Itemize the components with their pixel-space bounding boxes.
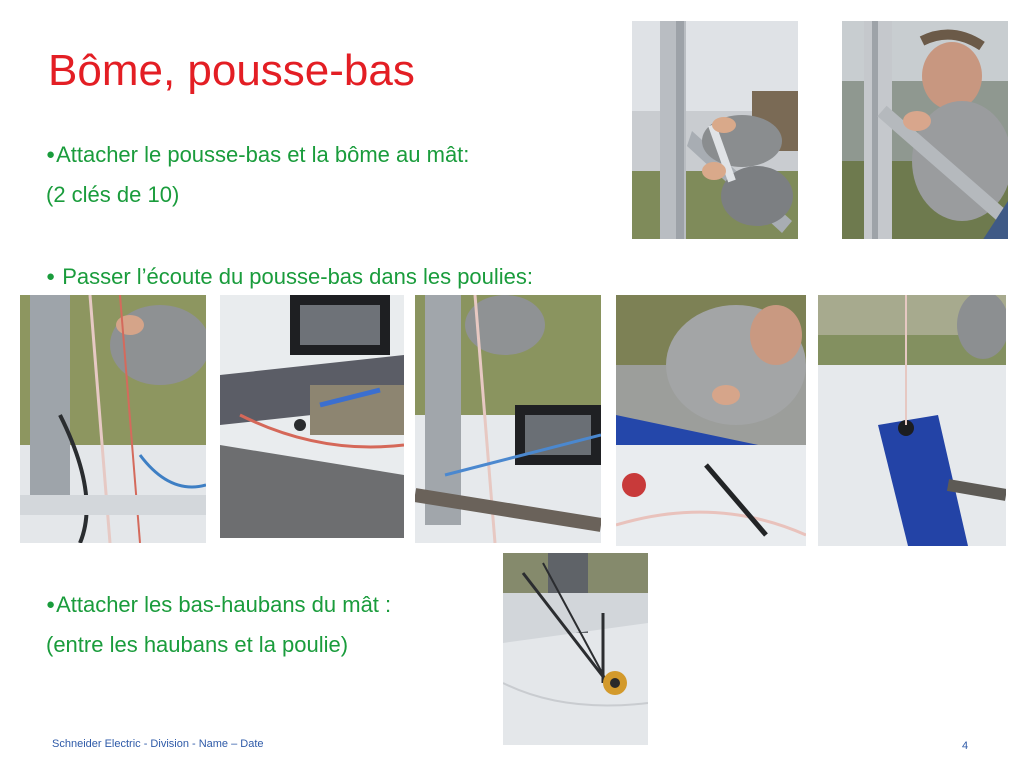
photo-pulley-2 bbox=[220, 295, 404, 538]
bullet-3-subtext: (entre les haubans et la poulie) bbox=[46, 632, 349, 657]
photo-man-at-mast bbox=[842, 21, 1008, 239]
bullet-item-1 bbox=[46, 142, 469, 168]
bullet-3-text: Attacher les bas-haubans du mât : bbox=[56, 592, 392, 617]
page-number: 4 bbox=[962, 740, 969, 752]
bullet-item-2 bbox=[46, 264, 533, 290]
bullet-item-3 bbox=[46, 592, 391, 618]
photo-pulley-4 bbox=[616, 295, 806, 546]
photo-pulley-3 bbox=[415, 295, 601, 543]
photo-mast-wrench bbox=[632, 21, 798, 239]
bullet-2-text: Passer l’écoute du pousse-bas dans les poulies: bbox=[62, 264, 534, 289]
slide-title: Bôme, pousse-bas bbox=[48, 46, 415, 95]
bullet-icon: ● bbox=[46, 596, 56, 613]
bullet-1-subtext: (2 clés de 10) bbox=[46, 182, 180, 207]
bullet-1-text: Attacher le pousse-bas et la bôme au mât: bbox=[56, 142, 470, 167]
photo-pulley-1 bbox=[20, 295, 206, 543]
footer-text: Schneider Electric - Division - Name – Date bbox=[52, 738, 264, 750]
photo-lower-shrouds bbox=[503, 553, 648, 745]
photo-pulley-5 bbox=[818, 295, 1006, 546]
bullet-icon: ● bbox=[46, 146, 56, 163]
bullet-icon: ● bbox=[46, 268, 56, 285]
